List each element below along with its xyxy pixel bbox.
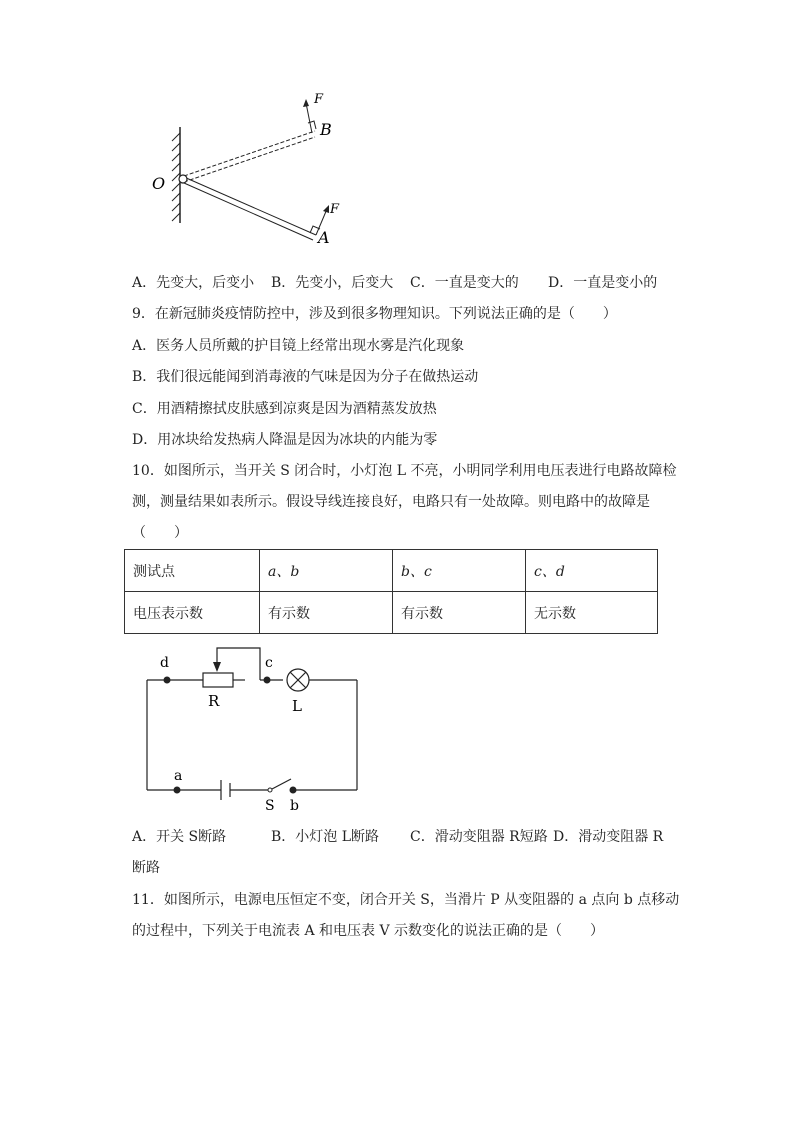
- q8-option-b[interactable]: B．先变小，后变大: [271, 275, 394, 291]
- lamp-label: L: [292, 697, 302, 715]
- q10-option-a[interactable]: A．开关 S断路: [132, 829, 227, 845]
- q10-option-c[interactable]: C．滑动变阻器 R短路: [410, 829, 548, 845]
- table-cell: 有示数: [260, 592, 393, 634]
- label-A: A: [318, 228, 330, 247]
- label-O: O: [152, 174, 166, 193]
- q10-stem-line1: 10．如图所示，当开关 S 闭合时，小灯泡 L 不亮，小明同学利用电压表进行电路故障检: [132, 463, 677, 479]
- table-cell: 无示数: [526, 592, 658, 634]
- q10-stem-line3: （ ）: [132, 525, 188, 541]
- table-cell: 测试点: [125, 550, 260, 592]
- switch-label: S: [265, 798, 275, 814]
- q9-option-a[interactable]: A．医务人员所戴的护目镜上经常出现水雾是汽化现象: [132, 338, 465, 354]
- resistor-label: R: [208, 692, 220, 710]
- label-B: B: [320, 120, 332, 139]
- circuit-diagram: [135, 640, 375, 820]
- q8-option-d[interactable]: D．一直是变小的: [548, 275, 658, 291]
- label-F-top: F: [314, 92, 324, 107]
- q10-stem-line2: 测，测量结果如表所示。假设导线连接良好，电路只有一处故障。则电路中的故障是: [132, 494, 650, 510]
- q8-option-c[interactable]: C．一直是变大的: [410, 275, 519, 291]
- q10-option-b[interactable]: B．小灯泡 L断路: [271, 829, 380, 845]
- q8-option-a[interactable]: A．先变大，后变小: [132, 275, 255, 291]
- q9-option-c[interactable]: C．用酒精擦拭皮肤感到凉爽是因为酒精蒸发放热: [132, 401, 437, 417]
- point-c-label: c: [265, 655, 273, 671]
- table-cell: b、c: [393, 550, 526, 592]
- table-cell: 有示数: [393, 592, 526, 634]
- q10-option-d-continued: 断路: [132, 860, 160, 876]
- point-a-label: a: [174, 768, 183, 784]
- lever-figure: [140, 85, 360, 255]
- label-F-bottom: F: [330, 202, 340, 217]
- table-row: [125, 592, 658, 634]
- q9-option-b[interactable]: B．我们很远能闻到消毒液的气味是因为分子在做热运动: [132, 369, 479, 385]
- table-cell: c、d: [526, 550, 658, 592]
- q11-stem-line1: 11．如图所示，电源电压恒定不变，闭合开关 S，当滑片 P 从变阻器的 a 点向 b 点移动: [132, 892, 680, 908]
- q9-stem: 9．在新冠肺炎疫情防控中，涉及到很多物理知识。下列说法正确的是（ ）: [132, 306, 617, 322]
- voltage-test-table: [124, 549, 658, 634]
- point-d-label: d: [160, 655, 169, 671]
- q11-stem-line2: 的过程中，下列关于电流表 A 和电压表 V 示数变化的说法正确的是（ ）: [132, 923, 605, 939]
- q9-option-d[interactable]: D．用冰块给发热病人降温是因为冰块的内能为零: [132, 432, 438, 448]
- q10-option-d[interactable]: D．滑动变阻器 R: [553, 829, 664, 845]
- table-cell: a、b: [260, 550, 393, 592]
- table-cell: 电压表示数: [125, 592, 260, 634]
- table-header-row: [125, 550, 658, 592]
- point-b-label: b: [290, 798, 299, 814]
